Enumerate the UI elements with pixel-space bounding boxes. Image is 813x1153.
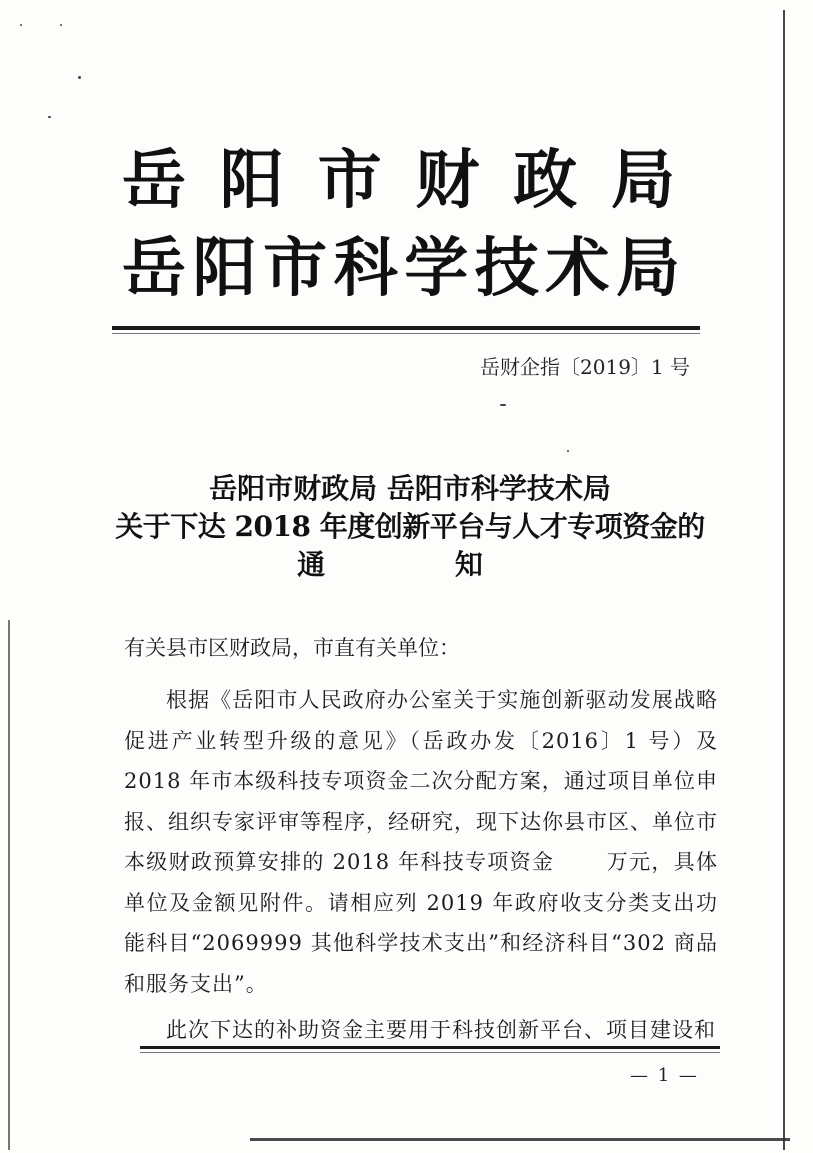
scan-speck	[78, 76, 81, 79]
scan-speck	[60, 24, 62, 26]
document-number: 岳财企指〔2019〕1 号	[480, 355, 690, 379]
scan-speck	[500, 404, 506, 406]
header-rule-thin	[112, 333, 700, 334]
footer-rule	[140, 1046, 720, 1049]
title-line-1: 岳阳市财政局 岳阳市科学技术局	[209, 472, 611, 505]
header-rule	[112, 326, 700, 330]
scan-speck	[20, 24, 22, 26]
issuer-name-finance: 岳阳市财政局	[122, 143, 677, 218]
title-line-3: 通 知	[297, 548, 523, 581]
body-paragraph-1: 根据《岳阳市人民政府办公室关于实施创新驱动发展战略促进产业转型升级的意见》（岳政办发〔2016〕1 号）及 2018 年市本级科技专项资金二次分配方案，通过项目单位申报、组织专家评审等程序，经研究，现下达你县市区、单位市本级财政预算安排的 2018 年科技专项资金 万元，具体单位及金额见附件。请相应列 2019 年政府收支分类支出功能科目“2069999 其他科学技术支出”和经济科目“302 商品和服务支出”。	[124, 688, 718, 996]
scan-edge-right	[783, 10, 785, 1150]
page-number: — 1 —	[630, 1065, 699, 1086]
scan-speck	[567, 450, 569, 452]
salutation: 有关县市区财政局，市直有关单位：	[124, 636, 460, 660]
scan-edge-bottom	[250, 1138, 790, 1141]
body-paragraph-2: 此次下达的补助资金主要用于科技创新平台、项目建设和	[166, 1018, 716, 1042]
issuer-name-science: 岳阳市科学技术局	[122, 231, 682, 306]
scan-speck	[48, 116, 51, 118]
scan-edge-left	[8, 620, 10, 1150]
footer-rule-thin	[140, 1052, 720, 1053]
title-line-2: 关于下达 2018 年度创新平台与人才专项资金的	[115, 510, 705, 543]
